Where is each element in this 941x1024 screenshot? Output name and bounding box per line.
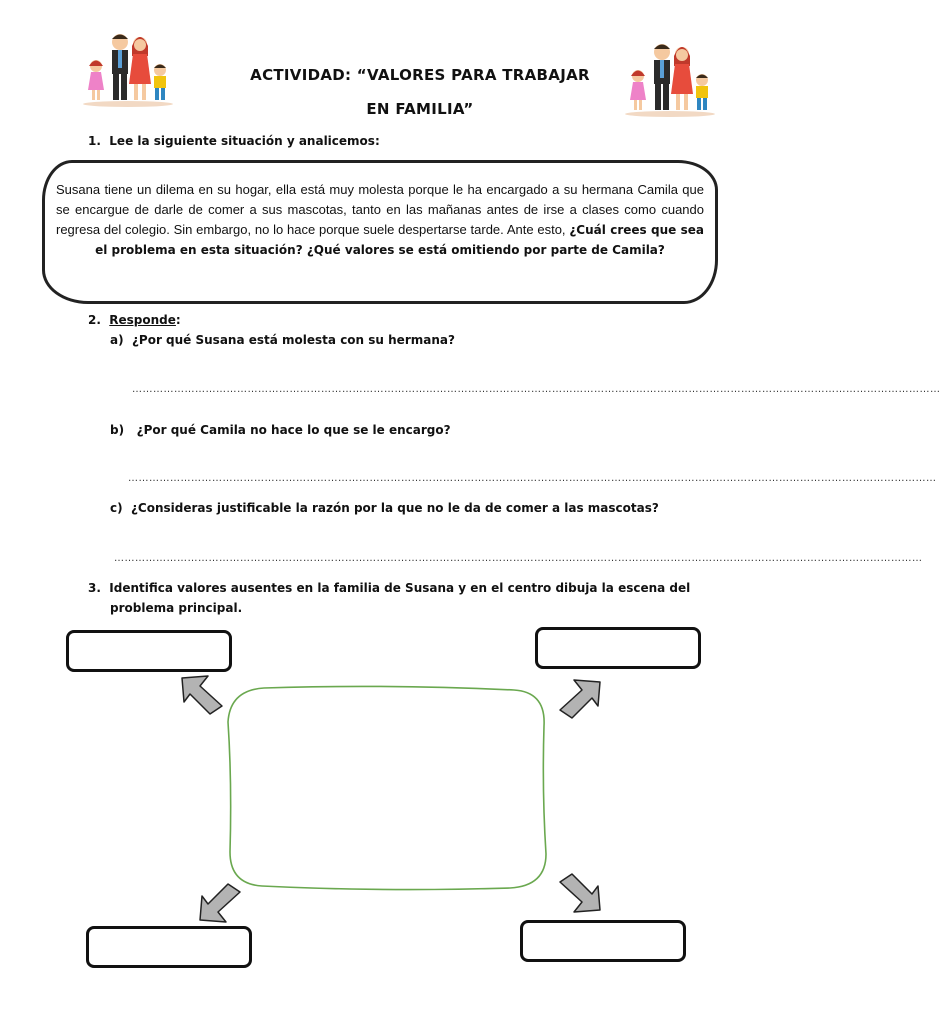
section-heading-line-2: problema principal. bbox=[110, 601, 243, 615]
story-plain: Susana tiene un dilema en su hogar, ella está muy molesta porque le ha encargado a su hermana Camila que se encargue de darle de comer a sus mascotas, tanto en las mañanas antes de irse a clases como cuando regresa del colegio. Sin embargo, no lo hace porque suele despertarse tarde. Ante esto, bbox=[56, 182, 704, 237]
question-text: ¿Consideras justificable la razón por la que no le da de comer a las mascotas? bbox=[130, 501, 659, 515]
question-text: ¿Por qué Camila no hace lo que se le encargo? bbox=[136, 423, 451, 437]
heading-colon: : bbox=[175, 313, 181, 327]
question-text: ¿Por qué Susana está molesta con su hermana? bbox=[131, 333, 455, 347]
family-illustration-left bbox=[78, 28, 178, 108]
section-3-heading bbox=[88, 578, 718, 618]
arrow-up-left-icon bbox=[178, 672, 226, 718]
section-number: 1. bbox=[88, 134, 101, 148]
answer-line-b[interactable]: …………………………………………………………………………………………………………………………………………………………………………………………………………… bbox=[128, 473, 937, 484]
section-number: 3. bbox=[88, 581, 101, 595]
title-line-2: EN FAMILIA” bbox=[366, 100, 474, 118]
section-heading-text: Lee la siguiente situación y analicemos: bbox=[109, 134, 380, 148]
value-box-bottom-left[interactable] bbox=[86, 926, 252, 968]
question-c bbox=[110, 498, 659, 518]
section-number: 2. bbox=[88, 313, 101, 327]
page-title bbox=[180, 58, 660, 126]
question-letter: a) bbox=[110, 333, 124, 347]
section-heading-line-1: Identifica valores ausentes en la familia de Susana y en el centro dibuja la escena del bbox=[109, 581, 691, 595]
arrow-down-right-icon bbox=[556, 870, 604, 916]
title-line-1: ACTIVIDAD: “VALORES PARA TRABAJAR bbox=[250, 66, 590, 84]
section-heading-text: Responde bbox=[109, 313, 176, 327]
arrow-down-left-icon bbox=[196, 880, 244, 926]
scene-drawing-area[interactable] bbox=[224, 682, 550, 894]
answer-line-a[interactable]: …………………………………………………………………………………………………………………………………………………………………………………………………………… bbox=[132, 384, 941, 395]
question-letter: c) bbox=[110, 501, 123, 515]
section-2-heading bbox=[88, 310, 181, 330]
section-1-heading bbox=[88, 131, 380, 151]
arrow-up-right-icon bbox=[556, 676, 604, 722]
value-box-top-right[interactable] bbox=[535, 627, 701, 669]
value-box-bottom-right[interactable] bbox=[520, 920, 686, 962]
question-b bbox=[110, 420, 451, 440]
answer-line-c[interactable]: …………………………………………………………………………………………………………………………………………………………………………………………………………… bbox=[114, 553, 923, 564]
question-letter: b) bbox=[110, 423, 125, 437]
value-box-top-left[interactable] bbox=[66, 630, 232, 672]
story-text bbox=[56, 180, 704, 260]
question-a bbox=[110, 330, 455, 350]
story-question: ¿Cuál crees que sea el problema en esta situación? ¿Qué valores se está omitiendo por parte de Camila? bbox=[95, 223, 705, 257]
